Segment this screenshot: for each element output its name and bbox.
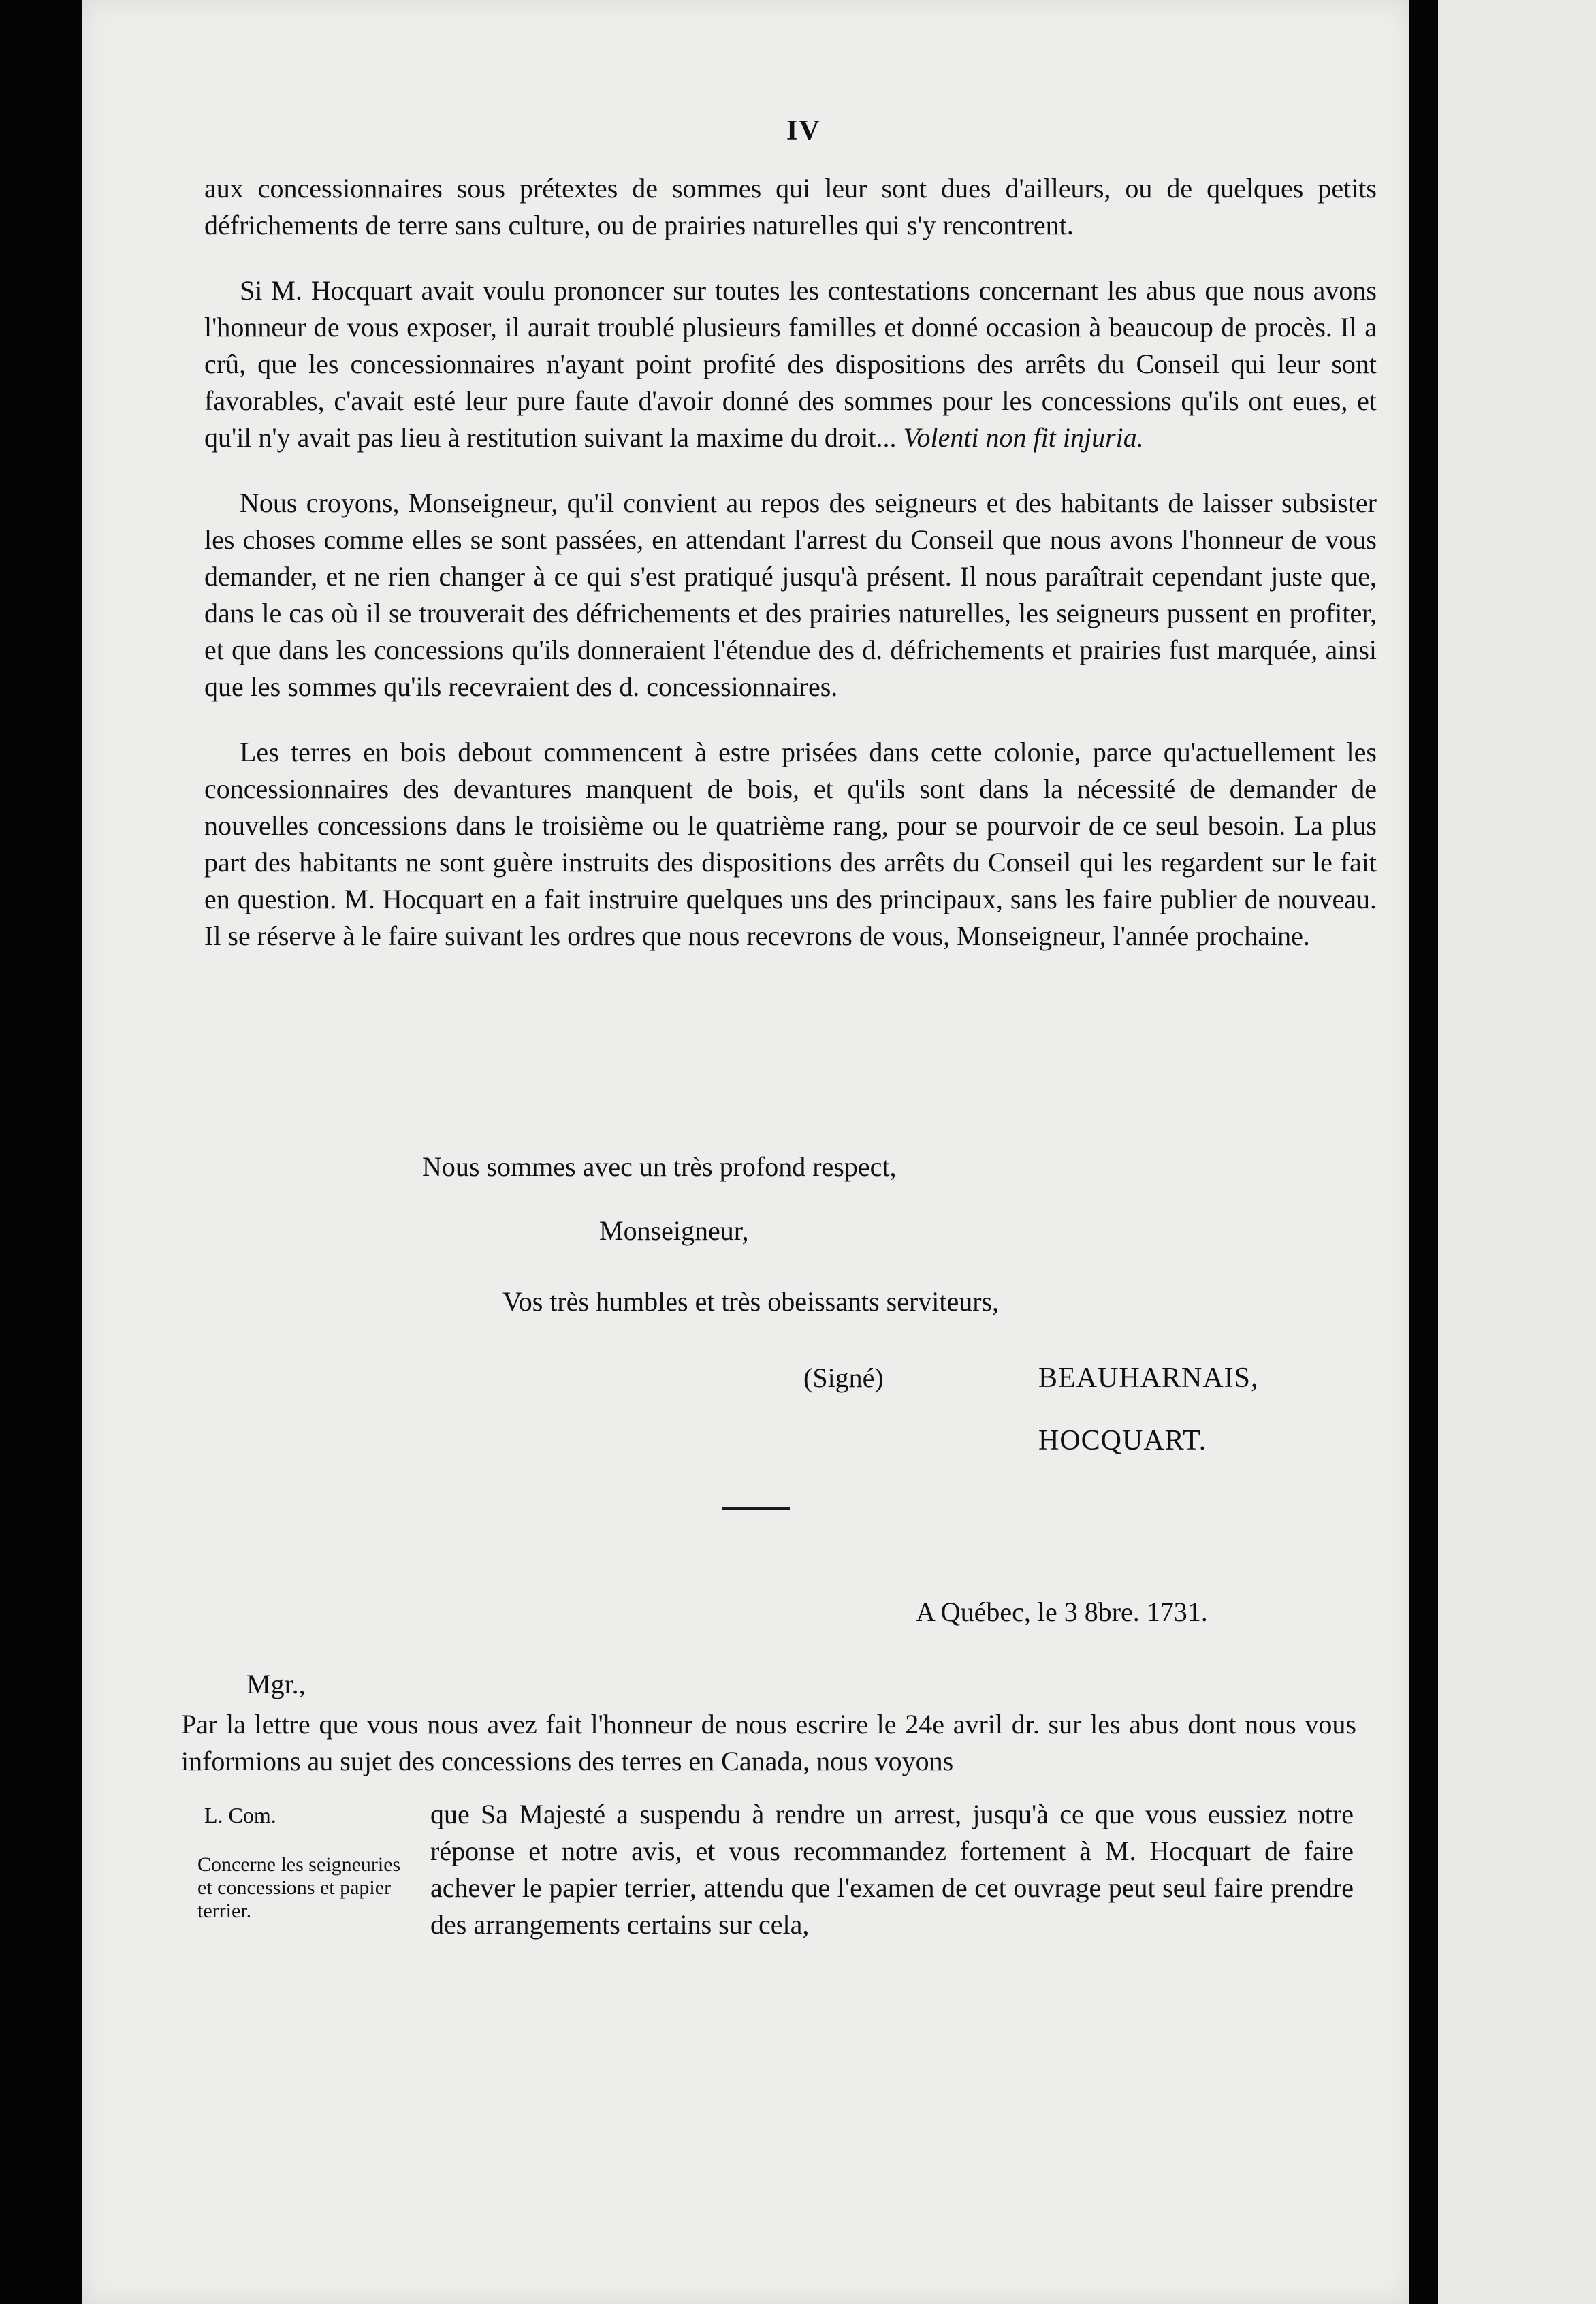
paragraph-4: Les terres en bois debout commencent à estre prisées dans cette colonie, parce qu'actuellement les concessionnaires des devantures manquent de bois, et qu'ils sont dans la nécessité de demander de nouvelles concessions dans le troisième ou le quatrième rang, pour se pourvoir de ce seul besoin. La plus part des habitants ne sont guère instruits des dispositions des arrêts du Conseil qui les regardent sur le fait en question. M. Hocquart en a fait instruire quelques uns des principaux, sans les faire publier de nouveau. Il se réserve à le faire suivant les ordres que nous recevrons de vous, Monseigneur, l'année prochaine. xyxy=(204,737,1377,951)
letter2-continuation: que Sa Majesté a suspendu à rendre un arrest, jusqu'à ce que vous eussiez notre réponse et notre avis, et vous recommandez fortement à M. Hocquart de faire achever le papier terrier, attendu que l'examen de cet ouvrage peut seul faire prendre des arrangements certains sur cela, xyxy=(430,1799,1354,1940)
closing-formula: Nous sommes avec un très profond respect, xyxy=(422,1151,897,1182)
letter-body xyxy=(204,170,1377,983)
margin-label: L. Com. xyxy=(204,1803,276,1827)
letter2-opening: Par la lettre que vous nous avez fait l'honneur de nous escrire le 24e avril dr. sur les abus dont nous vous informions au sujet des concessions des terres en Canada, nous voyons xyxy=(181,1709,1356,1776)
page-folio: IV xyxy=(786,115,821,146)
section-divider xyxy=(722,1507,790,1510)
latin-maxim: Volenti non fit injuria. xyxy=(903,422,1144,453)
paragraph-2 xyxy=(204,272,1377,456)
paragraph-1: aux concessionnaires sous prétextes de sommes qui leur sont dues d'ailleurs, ou de quelques petits défrichements de terre sans culture, ou de prairies naturelles qui s'y rencontrent. xyxy=(204,173,1377,240)
signatory-beauharnais: BEAUHARNAIS, xyxy=(1038,1362,1259,1394)
paragraph-2-text: Si M. Hocquart avait voulu prononcer sur toutes les contestations concernant les abus que nous avons l'honneur de vous exposer, il aurait troublé plusieurs familles et donné occasion à beaucoup de procès. Il a crû, que les concessionnaires n'ayant point profité des dispositions des arrêts du Conseil qui leur sont favorables, c'avait esté leur pure faute d'avoir donné des sommes pour les concessions qu'ils ont eues, et qu'il n'y avait pas lieu à restitution suivant la maxime du droit... xyxy=(204,275,1377,453)
signatory-hocquart: HOCQUART. xyxy=(1038,1425,1207,1456)
margin-note: Concerne les seigneuries et concessions et papier terrier. xyxy=(197,1853,401,1922)
closing-salutation: Monseigneur, xyxy=(599,1215,749,1246)
servants-formula: Vos très humbles et très obeissants serviteurs, xyxy=(502,1286,1000,1317)
page-gutter xyxy=(1409,0,1438,2304)
paragraph-3: Nous croyons, Monseigneur, qu'il convient au repos des seigneurs et des habitants de laisser subsister les choses comme elles se sont passées, en attendant l'arrest du Conseil que nous avons l'honneur de vous demander, et ne rien changer à ce qui s'est pratiqué jusqu'à présent. Il nous paraîtrait cependant juste que, dans le cas où il se trouverait des défrichements et des prairies naturelles, les seigneurs pussent en profiter, et que dans les concessions qu'ils donneraient l'étendue des d. défrichements et prairies fust marquée, ainsi que les sommes qu'ils recevraient des d. concessionnaires. xyxy=(204,487,1377,702)
letter2-greeting: Mgr., xyxy=(246,1669,306,1699)
signe-label: (Signé) xyxy=(803,1362,884,1393)
dateline: A Québec, le 3 8bre. 1731. xyxy=(916,1597,1208,1627)
facing-page xyxy=(1438,0,1596,2304)
